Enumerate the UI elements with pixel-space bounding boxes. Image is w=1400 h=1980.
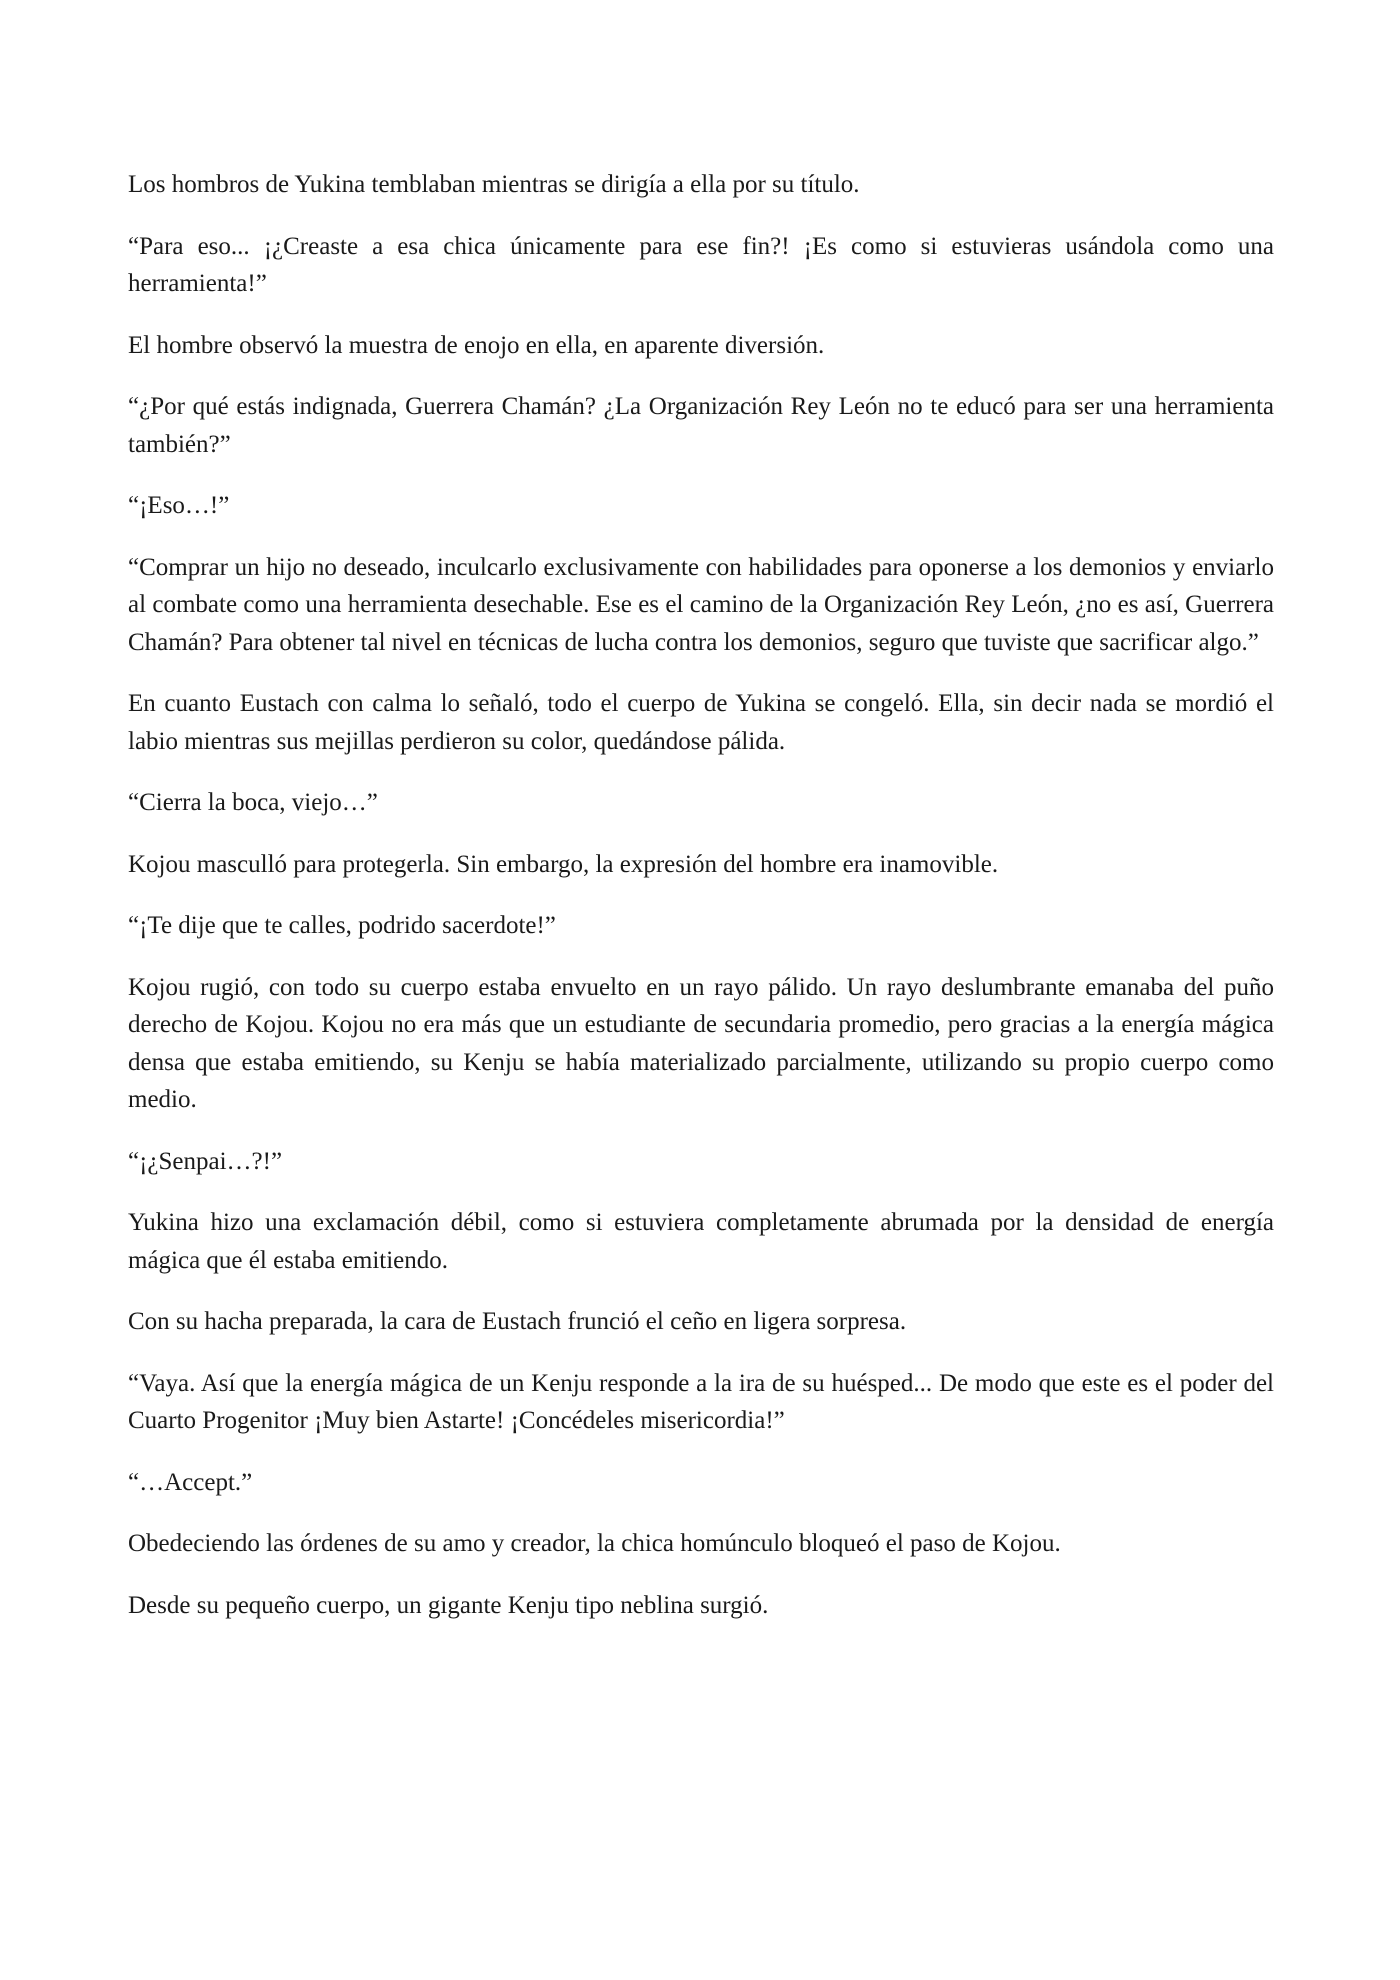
paragraph: “Vaya. Así que la energía mágica de un Kenju responde a la ira de su huésped... De modo que este es el poder del Cuarto Progenitor ¡Muy bien Astarte! ¡Concédeles misericordia!” bbox=[128, 1369, 1274, 1434]
paragraph: Yukina hizo una exclamación débil, como si estuviera completamente abrumada por la densidad de energía mágica que él estaba emitiendo. bbox=[128, 1209, 1274, 1274]
paragraph: “¡¿Senpai…?!” bbox=[128, 1147, 283, 1175]
text-body bbox=[128, 166, 1274, 1648]
paragraph: “Comprar un hijo no deseado, inculcarlo exclusivamente con habilidades para oponerse a los demonios y enviarlo al combate como una herramienta desechable. Ese es el camino de la Organización Rey León, ¿no es así, Guerrera Chamán? Para obtener tal nivel en técnicas de lucha contra los demonios, seguro que tuviste que sacrificar algo.” bbox=[128, 553, 1274, 656]
paragraph: Kojou masculló para protegerla. Sin embargo, la expresión del hombre era inamovible. bbox=[128, 850, 999, 878]
paragraph: Kojou rugió, con todo su cuerpo estaba envuelto en un rayo pálido. Un rayo deslumbrante emanaba del puño derecho de Kojou. Kojou no era más que un estudiante de secundaria promedio, pero gracias a la energía mágica densa que estaba emitiendo, su Kenju se había materializado parcialmente, utilizando su propio cuerpo como medio. bbox=[128, 973, 1274, 1113]
paragraph: “Cierra la boca, viejo…” bbox=[128, 789, 378, 816]
paragraph: En cuanto Eustach con calma lo señaló, todo el cuerpo de Yukina se congeló. Ella, sin decir nada se mordió el labio mientras sus mejillas perdieron su color, quedándose pálida. bbox=[128, 690, 1274, 755]
paragraph: Desde su pequeño cuerpo, un gigante Kenju tipo neblina surgió. bbox=[128, 1591, 769, 1619]
paragraph: Con su hacha preparada, la cara de Eustach frunció el ceño en ligera sorpresa. bbox=[128, 1308, 907, 1335]
paragraph: “Para eso... ¡¿Creaste a esa chica únicamente para ese fin?! ¡Es como si estuvieras usándola como una herramienta!” bbox=[128, 232, 1274, 297]
paragraph: Obedeciendo las órdenes de su amo y creador, la chica homúnculo bloqueó el paso de Kojou. bbox=[128, 1530, 1061, 1557]
paragraph: “…Accept.” bbox=[128, 1468, 253, 1496]
paragraph: Los hombros de Yukina temblaban mientras se dirigía a ella por su título. bbox=[128, 171, 860, 198]
paragraph: “¡Eso…!” bbox=[128, 492, 230, 519]
paragraph: “¡Te dije que te calles, podrido sacerdote!” bbox=[128, 912, 556, 939]
paragraph: “¿Por qué estás indignada, Guerrera Chamán? ¿La Organización Rey León no te educó para ser una herramienta también?” bbox=[128, 393, 1274, 458]
paragraph: El hombre observó la muestra de enojo en ella, en aparente diversión. bbox=[128, 331, 825, 359]
